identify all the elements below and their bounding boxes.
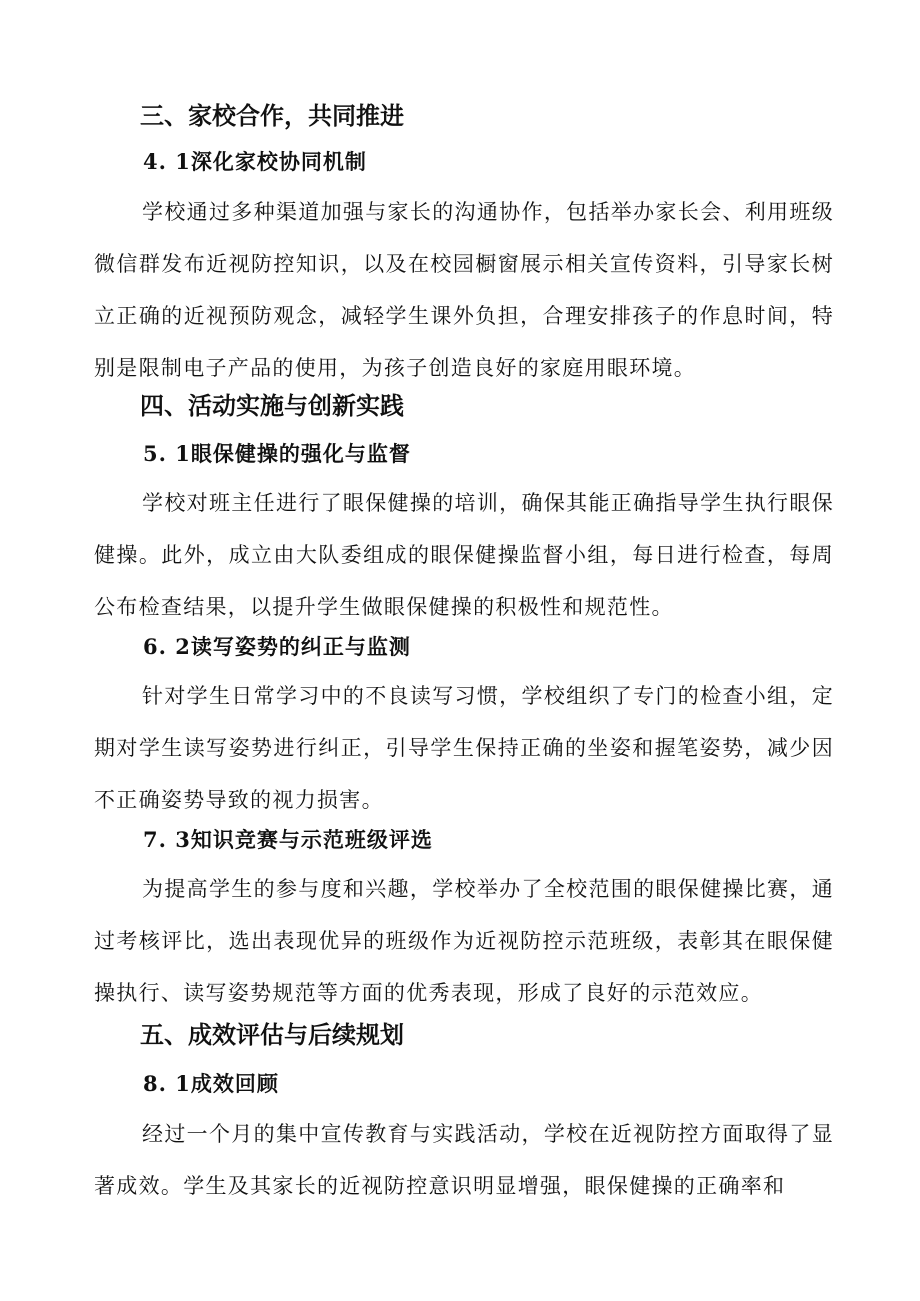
paragraph-home-school: 学校通过多种渠道加强与家长的沟通协作，包括举办家长会、利用班级微信群发布近视防控知识，以及在校园橱窗展示相关宣传资料，引导家长树立正确的近视预防观念，减轻学生课外负担，合理安排孩子的作息时间，特别是限制电子产品的使用，为孩子创造良好的家庭用眼环境。 [94, 200, 834, 380]
subsection-title-6-2: 6. 2读写姿势的纠正与监测 [143, 634, 411, 659]
subsection-title-4-1: 4. 1深化家校协同机制 [143, 149, 367, 174]
paragraph-eye-exercise: 学校对班主任进行了眼保健操的培训，确保其能正确指导学生执行眼保健操。此外，成立由大队委组成的眼保健操监督小组，每日进行检查，每周公布检查结果，以提升学生做眼保健操的积极性和规范性。 [94, 491, 834, 619]
section-heading-5: 五、成效评估与后续规划 [140, 1021, 404, 1049]
section-heading-3: 三、家校合作，共同推进 [140, 102, 404, 130]
subsection-title-5-1: 5. 1眼保健操的强化与监督 [143, 441, 411, 466]
paragraph-posture: 针对学生日常学习中的不良读写习惯，学校组织了专门的检查小组，定期对学生读写姿势进行纠正，引导学生保持正确的坐姿和握笔姿势，减少因不正确姿势导致的视力损害。 [94, 684, 834, 812]
paragraph-results: 经过一个月的集中宣传教育与实践活动，学校在近视防控方面取得了显著成效。学生及其家长的近视防控意识明显增强，眼保健操的正确率和 [94, 1122, 834, 1198]
subsection-title-7-3: 7. 3知识竞赛与示范班级评选 [143, 827, 433, 852]
paragraph-competition: 为提高学生的参与度和兴趣，学校举办了全校范围的眼保健操比赛，通过考核评比，选出表现优异的班级作为近视防控示范班级，表彰其在眼保健操执行、读写姿势规范等方面的优秀表现，形成了良好的示范效应。 [94, 877, 834, 1005]
subsection-title-8-1: 8. 1成效回顾 [143, 1071, 279, 1096]
section-heading-4: 四、活动实施与创新实践 [140, 392, 404, 420]
